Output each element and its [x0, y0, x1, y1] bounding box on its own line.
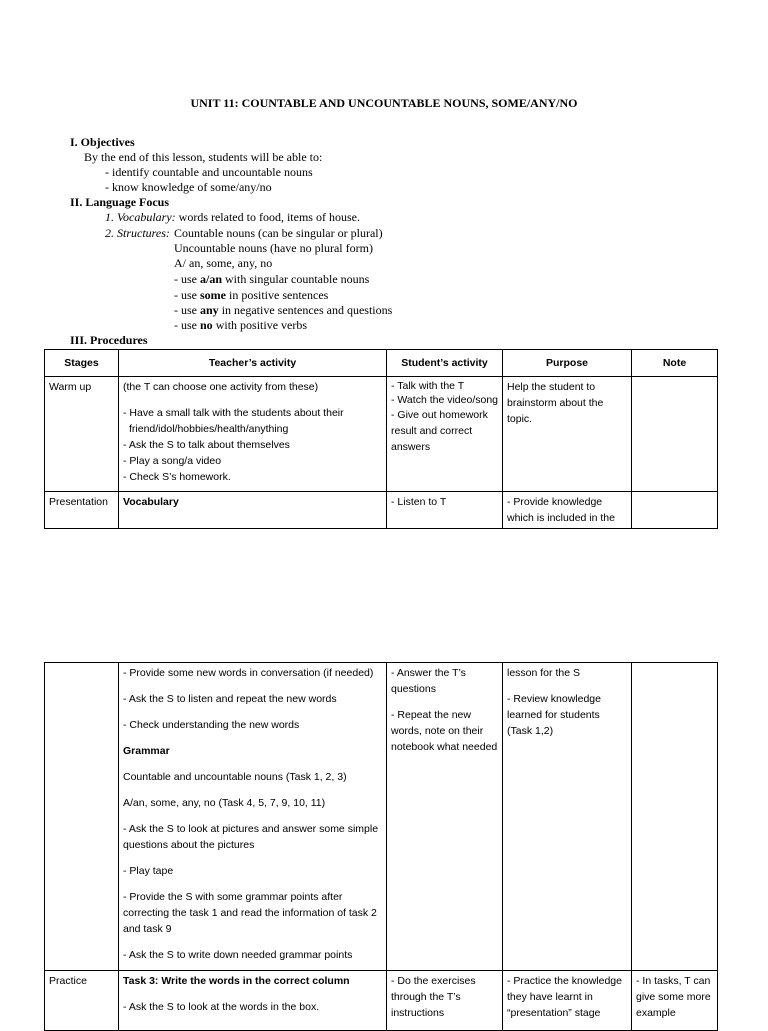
student-activity-cell: - Do the exercises through the T’s instructions: [387, 971, 503, 1031]
document-title: UNIT 11: COUNTABLE AND UNCOUNTABLE NOUNS, SOME/ANY/NO: [190, 96, 578, 110]
procedures-heading: III. Procedures: [70, 333, 148, 347]
header-stages: Stages: [45, 350, 119, 377]
stage-cell: Practice: [45, 971, 119, 1031]
note-cell: - In tasks, T can give some more example: [632, 971, 718, 1031]
header-student-activity: Student’s activity: [387, 350, 503, 377]
table-row-warm-up: [45, 377, 718, 492]
vocabulary-line: [105, 210, 360, 225]
stage-cell: Warm up: [45, 377, 119, 492]
stage-cell: Presentation: [45, 492, 119, 529]
table-row-presentation: [45, 492, 718, 529]
purpose-cell: lesson for the S - Review knowledge learned for students (Task 1,2): [503, 663, 632, 971]
header-note: Note: [632, 350, 718, 377]
student-activity-cell: - Talk with the T - Watch the video/song - Give out homework result and correct answers: [387, 377, 503, 492]
stage-cell: [45, 663, 119, 971]
procedures-table-continued: [44, 662, 718, 1031]
note-cell: [632, 492, 718, 529]
usage-line: - use any in negative sentences and questions: [174, 303, 393, 317]
vocabulary-text: words related to food, items of house.: [175, 210, 360, 224]
teacher-activity-cell: Vocabulary: [119, 492, 387, 529]
teacher-activity-cell: Task 3: Write the words in the correct column - Ask the S to look at the words in the box.: [119, 971, 387, 1031]
structure-line: Countable nouns (can be singular or plural): [174, 226, 383, 240]
note-cell: [632, 377, 718, 492]
header-purpose: Purpose: [503, 350, 632, 377]
objectives-intro: By the end of this lesson, students will be able to:: [84, 150, 323, 164]
purpose-cell: - Practice the knowledge they have learnt in “presentation” stage: [503, 971, 632, 1031]
teacher-activity-cell: (the T can choose one activity from these) - Have a small talk with the students about their friend/idol/hobbies/health/anything - Ask the S to talk about themselves - Play a song/a video - Check S’s homework.: [119, 377, 387, 492]
structures-label: 2. Structures:: [105, 226, 170, 240]
table-row-practice: [45, 971, 718, 1031]
vocabulary-label: 1. Vocabulary:: [105, 210, 176, 224]
objective-item: - know knowledge of some/any/no: [105, 180, 272, 194]
note-cell: [632, 663, 718, 971]
procedures-table: [44, 349, 718, 529]
table-row-presentation-continued: [45, 663, 718, 971]
usage-line: - use some in positive sentences: [174, 288, 329, 302]
purpose-cell: - Provide knowledge which is included in the: [503, 492, 632, 529]
header-teacher-activity: Teacher’s activity: [119, 350, 387, 377]
teacher-activity-cell: - Provide some new words in conversation (if needed) - Ask the S to listen and repeat the new words - Check understanding the new words Grammar Countable and uncountable nouns (Task 1, 2, 3) A/an, some, any, no (Task 4, 5, 7, 9, 10, 11) - Ask the S to look at pictures and answer some simple questions about the pictures - Play tape - Provide the S with some grammar points after correcting the task 1 and read the information of task 2 and task 9 - Ask the S to write down needed grammar points: [119, 663, 387, 971]
usage-line: - use a/an with singular countable nouns: [174, 272, 370, 286]
objectives-heading: I. Objectives: [70, 135, 135, 149]
student-activity-cell: - Listen to T: [387, 492, 503, 529]
structure-line: A/ an, some, any, no: [174, 256, 273, 270]
objective-item: - identify countable and uncountable nouns: [105, 165, 313, 179]
table-header-row: [45, 350, 718, 377]
language-focus-heading: II. Language Focus: [70, 195, 170, 209]
student-activity-cell: - Answer the T’s questions - Repeat the new words, note on their notebook what needed: [387, 663, 503, 971]
structure-line: Uncountable nouns (have no plural form): [174, 241, 373, 255]
purpose-cell: Help the student to brainstorm about the topic.: [503, 377, 632, 492]
usage-line: - use no with positive verbs: [174, 318, 308, 332]
